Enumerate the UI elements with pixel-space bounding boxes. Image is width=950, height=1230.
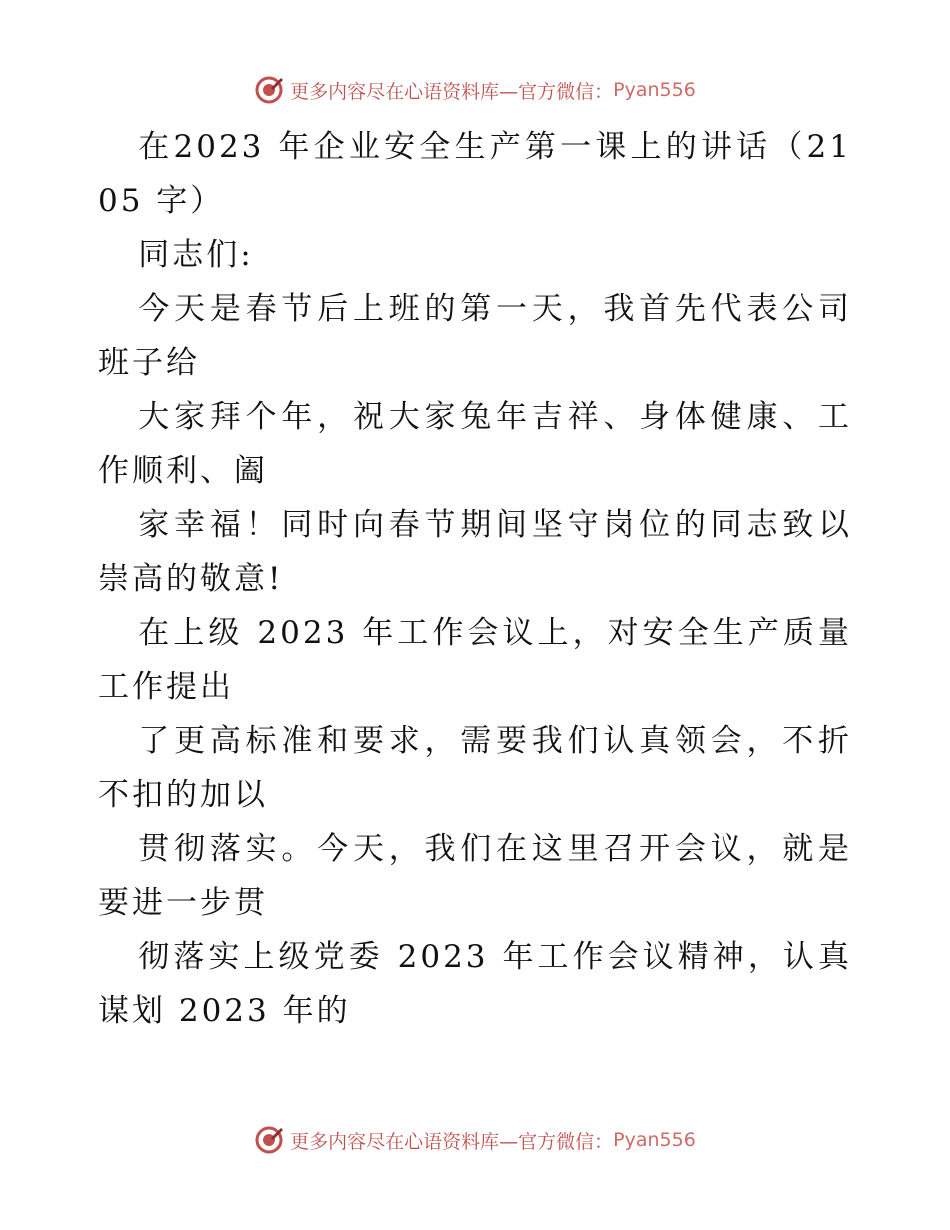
body-paragraph: 彻落实上级党委 2023 年工作会议精神，认真谋划 2023 年的 (98, 939, 852, 1029)
banner-text: 更多内容尽在心语资料库—官方微信： (290, 1130, 614, 1153)
body-paragraph: 大家拜个年，祝大家兔年吉祥、身体健康、工作顺利、阖 (98, 399, 852, 489)
document-title: 在2023 年企业安全生产第一课上的讲话（2105 字） (98, 129, 852, 219)
pen-logo-icon (254, 1125, 284, 1155)
document-body (98, 120, 852, 1038)
body-paragraph: 今天是春节后上班的第一天，我首先代表公司班子给 (98, 291, 852, 381)
header-banner (0, 70, 950, 110)
body-paragraph: 贯彻落实。今天，我们在这里召开会议，就是要进一步贯 (98, 831, 852, 921)
salutation: 同志们: (138, 237, 254, 273)
pen-logo-icon (254, 75, 284, 105)
banner-wechat-id: Pyan556 (613, 79, 696, 101)
body-paragraph: 了更高标准和要求，需要我们认真领会，不折不扣的加以 (98, 723, 852, 813)
footer-banner (0, 1120, 950, 1160)
banner-text: 更多内容尽在心语资料库—官方微信： (290, 80, 614, 103)
banner-wechat-id: Pyan556 (613, 1129, 696, 1151)
body-paragraph: 在上级 2023 年工作会议上，对安全生产质量工作提出 (98, 615, 852, 705)
body-paragraph: 家幸福！同时向春节期间坚守岗位的同志致以崇高的敬意! (98, 507, 852, 597)
